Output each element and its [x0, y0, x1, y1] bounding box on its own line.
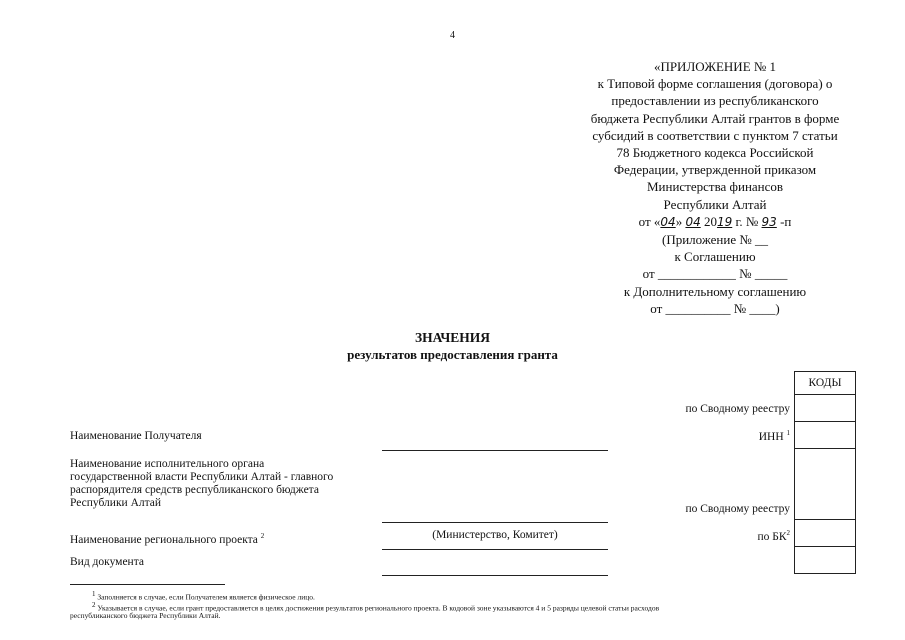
- executive-line: государственной власти Республики Алтай - главного: [70, 471, 334, 483]
- appendix-line: субсидий в соответствии с пунктом 7 статьи: [592, 127, 838, 143]
- bk-text: по БК: [757, 530, 787, 543]
- appendix-line: (Приложение № __: [661, 232, 768, 248]
- appendix-line: к Соглашению: [674, 249, 756, 265]
- codes-header: КОДЫ: [795, 372, 856, 395]
- registry-label-2: по Сводному реестру: [685, 503, 790, 515]
- code-cell-registry1[interactable]: [795, 395, 856, 422]
- order-year-suffix: 19: [716, 214, 733, 229]
- executive-input-line[interactable]: [382, 522, 608, 523]
- footnote-2-text: Указывается в случае, если грант предоставляется в целях достижения результатов регионального проекта. В кодовой зоне указываются 4 и 5 разряды целевой статьи расходов: [97, 603, 660, 613]
- appendix-line: Федерации, утвержденной приказом: [613, 162, 817, 178]
- project-input-line[interactable]: [382, 549, 608, 550]
- bk-label: [757, 529, 790, 543]
- code-cell-inn[interactable]: [795, 422, 856, 449]
- project-footnote-mark: 2: [260, 532, 265, 540]
- project-text: Наименование регионального проекта: [70, 533, 258, 546]
- recipient-label: Наименование Получателя: [70, 430, 202, 442]
- doc-type-label: Вид документа: [70, 556, 144, 568]
- executive-line: Наименование исполнительного органа: [70, 458, 265, 470]
- order-year-prefix: 20: [700, 213, 717, 229]
- order-date-line: [560, 213, 870, 231]
- appendix-line: Министерства финансов: [646, 179, 784, 195]
- executive-line: Республики Алтай: [70, 497, 162, 509]
- page-number: 4: [450, 30, 455, 41]
- footnote-1-text: Заполняется в случае, если Получателем является физическое лицо.: [97, 592, 315, 602]
- appendix-header: [560, 58, 870, 317]
- order-month: 04: [685, 214, 701, 229]
- executive-line: распорядителя средств республиканского бюджета: [70, 484, 319, 496]
- executive-body-label: [70, 458, 380, 510]
- codes-table: [794, 371, 856, 574]
- order-day: 04: [660, 214, 676, 229]
- order-sep: »: [675, 213, 686, 229]
- appendix-line: предоставлении из республиканского: [611, 93, 819, 109]
- appendix-line: от __________ № ____): [650, 300, 780, 316]
- appendix-line: к Типовой форме соглашения (договора) о: [597, 76, 833, 92]
- appendix-line: «ПРИЛОЖЕНИЕ № 1: [653, 59, 777, 74]
- inn-label: [759, 429, 790, 443]
- appendix-line: к Дополнительному соглашению: [623, 283, 807, 299]
- order-suffix: -п: [776, 213, 792, 229]
- footnote-2-continuation: республиканского бюджета Республики Алтай.: [70, 611, 221, 620]
- footnote-separator: [70, 584, 225, 585]
- order-sep2: г. №: [732, 213, 762, 229]
- project-label: [70, 530, 264, 547]
- registry-label-1: по Сводному реестру: [685, 403, 790, 415]
- order-prefix: от «: [638, 213, 661, 229]
- appendix-line: бюджета Республики Алтай грантов в форме: [590, 110, 840, 126]
- doc-type-input-line[interactable]: [382, 575, 608, 576]
- code-cell-doc[interactable]: [795, 547, 856, 574]
- recipient-input-line[interactable]: [382, 450, 608, 451]
- document-subtitle: результатов предоставления гранта: [347, 347, 558, 362]
- footnote-1: [92, 590, 315, 602]
- code-cell-bk[interactable]: [795, 520, 856, 547]
- executive-hint: (Министерство, Комитет): [432, 529, 558, 541]
- footnote-2-mark: 2: [92, 601, 96, 609]
- order-number: 93: [761, 214, 777, 229]
- code-cell-registry2[interactable]: [795, 449, 856, 520]
- bk-footnote-mark: 2: [786, 529, 790, 537]
- inn-text: ИНН: [758, 430, 784, 443]
- appendix-line: от ____________ № _____: [642, 266, 788, 282]
- appendix-line: 78 Бюджетного кодекса Российской: [616, 145, 814, 161]
- inn-footnote-mark: 1: [786, 429, 790, 437]
- footnote-1-mark: 1: [92, 590, 96, 598]
- document-title: ЗНАЧЕНИЯ: [415, 330, 490, 345]
- appendix-line: Республики Алтай: [663, 196, 767, 212]
